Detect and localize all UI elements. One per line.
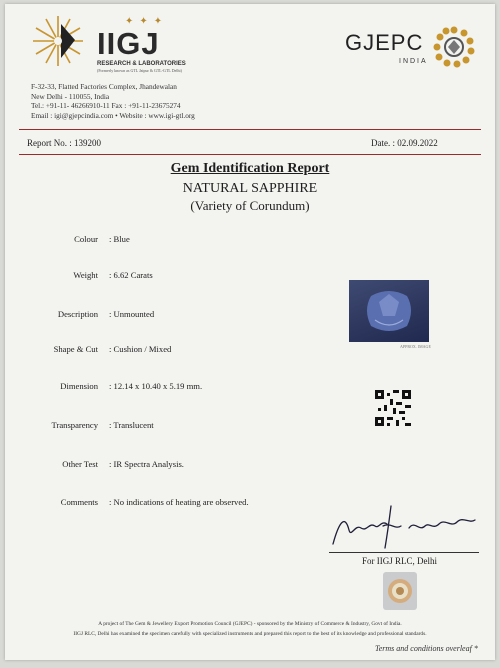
field-value: : Cushion / Mixed: [109, 344, 172, 354]
field-value: : 12.14 x 10.40 x 5.19 mm.: [109, 381, 203, 391]
field-value: : Blue: [109, 234, 130, 244]
field-label: Colour: [74, 234, 98, 244]
signatory-for: For IIGJ RLC, Delhi: [362, 556, 437, 566]
sunburst-icon: [31, 14, 86, 69]
gjepc-logo: [345, 26, 485, 71]
gemstone-icon: [349, 280, 429, 342]
address-line: F-32-33, Flatted Factories Complex, Jhandewalan: [31, 82, 177, 91]
field-label: Other Test: [62, 459, 98, 469]
gjepc-name: GJEPC: [345, 30, 424, 55]
address-email-website: Email : igi@gjepcindia.com • Website : www.igi-gtl.org: [31, 110, 195, 120]
gemstone-photo: [349, 280, 429, 342]
field-label: Weight: [73, 270, 98, 280]
report-title: Gem Identification Report: [170, 161, 330, 176]
stone-variety: (Variety of Corundum): [190, 198, 310, 213]
field-label: Dimension: [60, 381, 98, 391]
address-line: New Delhi - 110055, India: [31, 91, 110, 101]
gjepc-india: INDIA: [399, 58, 428, 65]
footer-project-note: A project of The Gem & Jewellery Export Promotion Council (GJEPC) - sponsored by the Ministry of Commerce & Industry, Govt of India.: [98, 621, 402, 627]
qr-code-icon[interactable]: [375, 390, 411, 426]
brand-subtitle: RESEARCH & LABORATORIES: [97, 61, 186, 67]
report-page: [5, 4, 495, 660]
field-label: Description: [57, 309, 98, 319]
stone-name: NATURAL SAPPHIRE: [182, 181, 318, 196]
divider: [19, 154, 481, 155]
hologram-seal-icon: [383, 572, 417, 610]
brand-name: IIGJ: [97, 26, 160, 61]
report-date: Date. : 02.09.2022: [371, 138, 438, 148]
brand-tagline: (Formerly known as GTL Jaipur & GTL-GTL Delhi): [97, 68, 182, 73]
divider: [19, 129, 481, 130]
star-icons: ✦✦✦: [125, 16, 169, 27]
report-number: Report No. : 139200: [27, 138, 101, 148]
field-value: : No indications of heating are observed.: [109, 497, 249, 507]
iigj-logo: [31, 14, 186, 74]
lab-address: [31, 82, 195, 120]
field-label: Comments: [60, 497, 98, 507]
field-value: : Unmounted: [109, 309, 155, 319]
field-value: : IR Spectra Analysis.: [109, 459, 184, 469]
terms-overleaf: Terms and conditions overleaf *: [375, 644, 478, 653]
handwritten-signature: [325, 502, 480, 550]
address-phone: Tel.: +91-11- 46266910-11 Fax : +91-11-23675274: [31, 101, 181, 111]
footer-disclaimer: IIGJ RLC, Delhi has examined the specimen carefully with specialized instruments and prepared this report to the best of its knowledge and professional standards.: [73, 631, 427, 637]
photo-caption: APPROX. IMAGE: [400, 344, 431, 349]
gjepc-emblem-icon: [433, 26, 475, 68]
field-label: Shape & Cut: [53, 344, 98, 354]
field-value: : 6.62 Carats: [109, 270, 153, 280]
signature-line: [329, 552, 479, 553]
field-label: Transparency: [51, 420, 98, 430]
field-value: : Translucent: [109, 420, 154, 430]
